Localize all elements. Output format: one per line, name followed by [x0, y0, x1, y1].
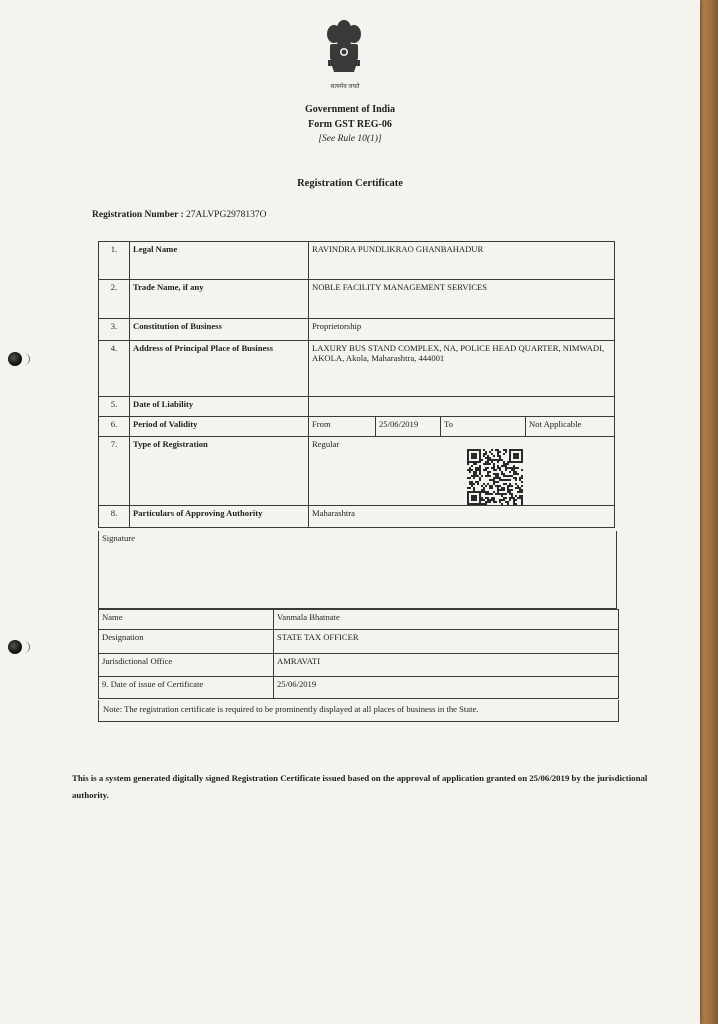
table-row — [99, 506, 615, 528]
to-value: Not Applicable — [526, 417, 615, 437]
table-row — [99, 654, 619, 677]
to-label: To — [441, 417, 526, 437]
row-number: 1. — [99, 242, 130, 280]
trade-name-value: NOBLE FACILITY MANAGEMENT SERVICES — [309, 280, 615, 319]
liability-date-label: Date of Liability — [130, 397, 309, 417]
address-value: LAXURY BUS STAND COMPLEX, NA, POLICE HEAD QUARTER, NIMWADI, AKOLA, Akola, Maharashtra, 444001 — [309, 341, 615, 397]
issue-date-label: 9. Date of issue of Certificate — [99, 677, 274, 699]
row-number: 6. — [99, 417, 130, 437]
approving-authority-label: Particulars of Approving Authority — [130, 506, 309, 528]
registration-number: 27ALVPG2978137O — [186, 210, 267, 220]
trade-name-label: Trade Name, if any — [130, 280, 309, 319]
constitution-label: Constitution of Business — [130, 319, 309, 341]
address-label: Address of Principal Place of Business — [130, 341, 309, 397]
registration-type-label: Type of Registration — [130, 437, 309, 506]
constitution-value: Proprietorship — [309, 319, 615, 341]
table-row — [99, 437, 615, 506]
registration-type-cell — [309, 437, 615, 506]
table-row — [99, 397, 615, 417]
designation-value: STATE TAX OFFICER — [274, 630, 619, 654]
rule-reference: [See Rule 10(1)] — [318, 134, 382, 144]
punch-hole — [8, 352, 22, 366]
row-number: 4. — [99, 341, 130, 397]
table-row — [99, 341, 615, 397]
desk-background — [700, 0, 718, 1024]
certificate-title: Registration Certificate — [297, 178, 403, 189]
table-row — [99, 280, 615, 319]
jurisdictional-office-label: Jurisdictional Office — [99, 654, 274, 677]
display-note: Note: The registration certificate is required to be prominently displayed at all places of business in the State. — [98, 700, 619, 722]
table-row — [99, 319, 615, 341]
row-number: 3. — [99, 319, 130, 341]
officer-name: Vanmala Bhatnate — [274, 610, 619, 630]
footer-statement: This is a system generated digitally signed Registration Certificate issued based on the approval of application granted on 25/06/2019 by the jurisdictional authority. — [72, 773, 648, 800]
form-heading: Form GST REG-06 — [308, 119, 392, 130]
officer-details-table — [98, 609, 619, 699]
legal-name-label: Legal Name — [130, 242, 309, 280]
from-label: From — [309, 417, 376, 437]
registration-details-table — [98, 241, 615, 528]
designation-label: Designation — [99, 630, 274, 654]
issue-date-value: 25/06/2019 — [274, 677, 619, 699]
officer-name-label: Name — [99, 610, 274, 630]
qr-code-icon — [467, 449, 523, 505]
table-row — [99, 610, 619, 630]
registration-number-line — [92, 210, 266, 220]
row-number: 7. — [99, 437, 130, 506]
emblem-motto: सत्यमेव जयते — [330, 84, 360, 90]
registration-type-value: Regular — [312, 439, 340, 449]
row-number: 5. — [99, 397, 130, 417]
government-heading: Government of India — [305, 104, 395, 115]
table-row — [99, 630, 619, 654]
ashoka-emblem-icon — [320, 14, 368, 84]
liability-date-value — [309, 397, 615, 417]
row-number: 8. — [99, 506, 130, 528]
table-row — [99, 242, 615, 280]
legal-name-value: RAVINDRA PUNDLIKRAO GHANBAHADUR — [309, 242, 615, 280]
table-row — [99, 417, 615, 437]
punch-hole — [8, 640, 22, 654]
signature-label: Signature — [102, 533, 135, 543]
validity-label: Period of Validity — [130, 417, 309, 437]
signature-box — [98, 531, 617, 609]
row-number: 2. — [99, 280, 130, 319]
registration-number-label: Registration Number : — [92, 210, 184, 220]
from-date: 25/06/2019 — [376, 417, 441, 437]
approving-authority-value: Maharashtra — [309, 506, 615, 528]
jurisdictional-office-value: AMRAVATI — [274, 654, 619, 677]
table-row — [99, 677, 619, 699]
